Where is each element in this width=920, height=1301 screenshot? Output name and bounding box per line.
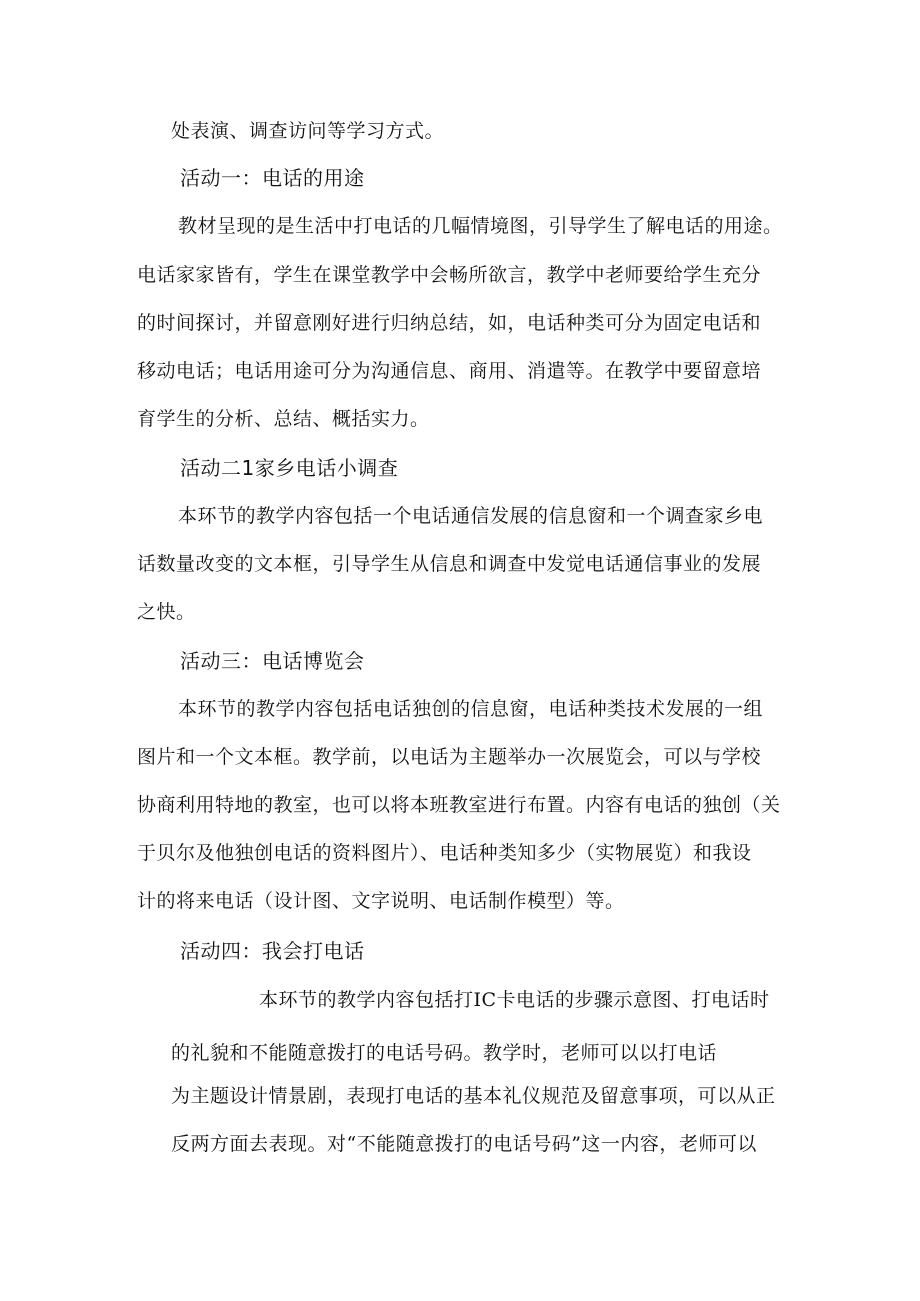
paragraph-line: 电话家家皆有，学生在课堂教学中会畅所欲言，教学中老师要给学生充分 <box>137 264 762 286</box>
section-heading-activity-1: 活动一：电话的用途 <box>180 166 365 190</box>
paragraph-line: 于贝尔及他独创电话的资料图片）、电话种类知多少（实物展览）和我设 <box>137 842 752 864</box>
paragraph-line: 话数量改变的文本框，引导学生从信息和调查中发觉电话通信事业的发展 <box>137 553 762 575</box>
paragraph-line: 的时间探讨，并留意刚好进行归纳总结，如，电话种类可分为固定电话和 <box>137 312 762 334</box>
paragraph-line: 计的将来电话（设计图、文字说明、电话制作模型）等。 <box>137 890 625 912</box>
paragraph-line: 本环节的教学内容包括电话独创的信息窗，电话种类技术发展的一组 <box>178 698 764 720</box>
paragraph-line: 之快。 <box>137 601 196 623</box>
paragraph-line: 教材呈现的是生活中打电话的几幅情境图，引导学生了解电话的用途。 <box>178 215 783 237</box>
paragraph-line: 移动电话；电话用途可分为沟通信息、商用、消遣等。在教学中要留意培 <box>137 360 762 382</box>
paragraph-line: 的礼貌和不能随意拨打的电话号码。教学时，老师可以以打电话 <box>171 1042 718 1064</box>
paragraph-line: 图片和一个文本框。教学前，以电话为主题举办一次展览会，可以与学校 <box>137 746 762 768</box>
paragraph-line: 为主题设计情景剧，表现打电话的基本礼仪规范及留意事项，可以从正 <box>171 1085 776 1107</box>
paragraph-line: 处表演、调查访问等学习方式。 <box>171 120 445 142</box>
paragraph-line: 反两方面去表现。对“不能随意拨打的电话号码”这一内容，老师可以 <box>171 1133 757 1155</box>
section-heading-activity-2: 活动二1家乡电话小调查 <box>180 456 399 480</box>
paragraph-line: 协商利用特地的教室，也可以将本班教室进行布置。内容有电话的独创（关 <box>137 794 781 816</box>
paragraph-line: 育学生的分析、总结、概括实力。 <box>137 408 430 430</box>
paragraph-line: 本环节的教学内容包括一个电话通信发展的信息窗和一个调查家乡电 <box>178 505 764 527</box>
section-heading-activity-4: 活动四：我会打电话 <box>180 939 365 963</box>
paragraph-line: 本环节的教学内容包括打IC卡电话的步骤示意图、打电话时 <box>259 989 770 1011</box>
section-heading-activity-3: 活动三：电话博览会 <box>180 649 365 673</box>
